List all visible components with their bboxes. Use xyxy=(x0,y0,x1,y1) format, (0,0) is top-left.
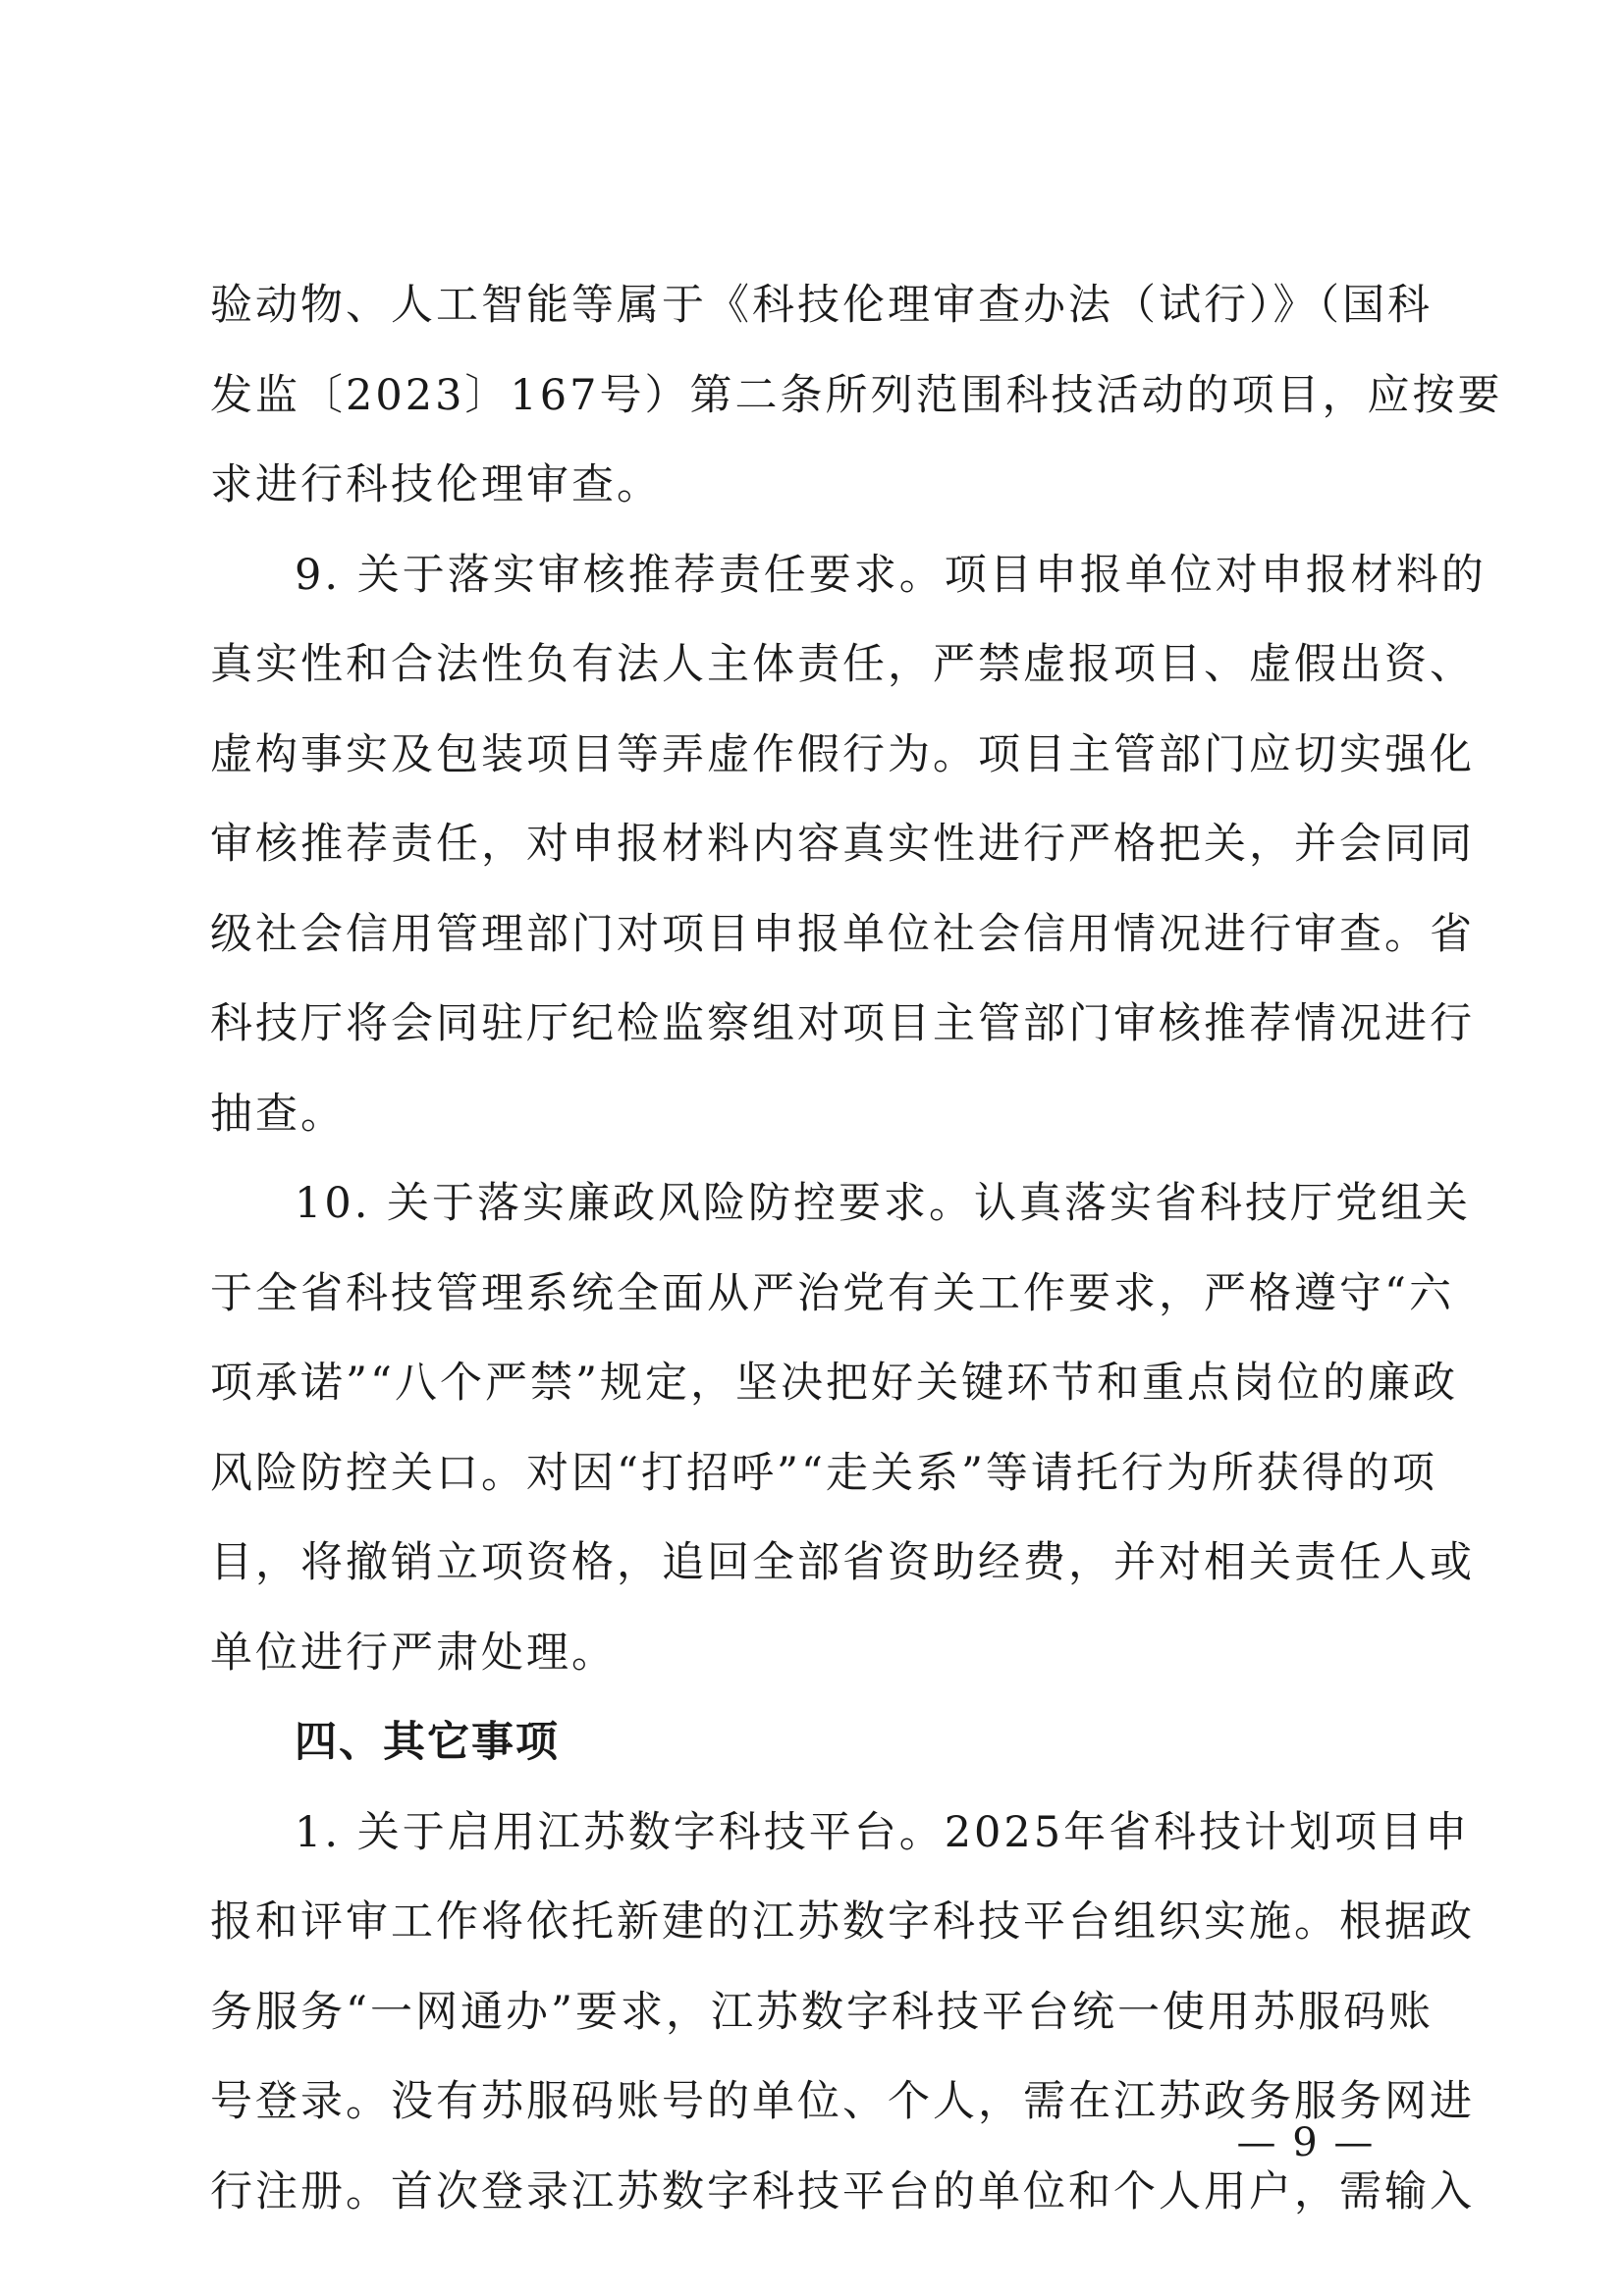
section-heading: 四、其它事项 xyxy=(295,1718,560,1767)
text-line: 行注册。首次登录江苏数字科技平台的单位和个人用户，需输入 xyxy=(210,2166,1475,2216)
paragraph-first-line: 10. 关于落实廉政风险防控要求。认真落实省科技厅党组关 xyxy=(295,1179,1472,1228)
document-body xyxy=(210,261,1503,2237)
text-line: 验动物、人工智能等属于《科技伦理审查办法（试行）》（国科 xyxy=(210,281,1433,330)
text-line: 审核推荐责任，对申报材料内容真实性进行严格把关，并会同同 xyxy=(210,820,1475,869)
text-line: 号登录。没有苏服码账号的单位、个人，需在江苏政务服务网进 xyxy=(210,2077,1475,2126)
text-line: 虚构事实及包装项目等弄虚作假行为。项目主管部门应切实强化 xyxy=(210,729,1475,779)
text-line: 单位进行严肃处理。 xyxy=(210,1628,617,1678)
text-line: 科技厅将会同驻厅纪检监察组对项目主管部门审核推荐情况进行 xyxy=(210,999,1475,1048)
text-line: 项承诺”“八个严禁”规定，坚决把好关键环节和重点岗位的廉政 xyxy=(210,1359,1458,1408)
paragraph-first-line: 9. 关于落实审核推荐责任要求。项目申报单位对申报材料的 xyxy=(295,550,1487,600)
text-line: 风险防控关口。对因“打招呼”“走关系”等请托行为所获得的项 xyxy=(210,1448,1437,1498)
text-line: 于全省科技管理系统全面从严治党有关工作要求，严格遵守“六 xyxy=(210,1268,1454,1318)
text-line: 级社会信用管理部门对项目申报单位社会信用情况进行审查。省 xyxy=(210,909,1475,959)
page-number: — 9 — xyxy=(1236,2120,1376,2165)
text-line: 目，将撤销立项资格，追回全部省资助经费，并对相关责任人或 xyxy=(210,1538,1475,1587)
text-line: 抽查。 xyxy=(210,1089,346,1139)
text-line: 发监〔2023〕167号）第二条所列范围科技活动的项目，应按要 xyxy=(210,370,1503,420)
text-line: 报和评审工作将依托新建的江苏数字科技平台组织实施。根据政 xyxy=(210,1897,1475,1947)
text-line: 务服务“一网通办”要求，江苏数字科技平台统一使用苏服码账 xyxy=(210,1987,1434,2037)
text-line: 求进行科技伦理审查。 xyxy=(210,460,662,509)
paragraph-first-line: 1. 关于启用江苏数字科技平台。2025年省科技计划项目申 xyxy=(295,1807,1471,1857)
text-line: 真实性和合法性负有法人主体责任，严禁虚报项目、虚假出资、 xyxy=(210,640,1475,689)
